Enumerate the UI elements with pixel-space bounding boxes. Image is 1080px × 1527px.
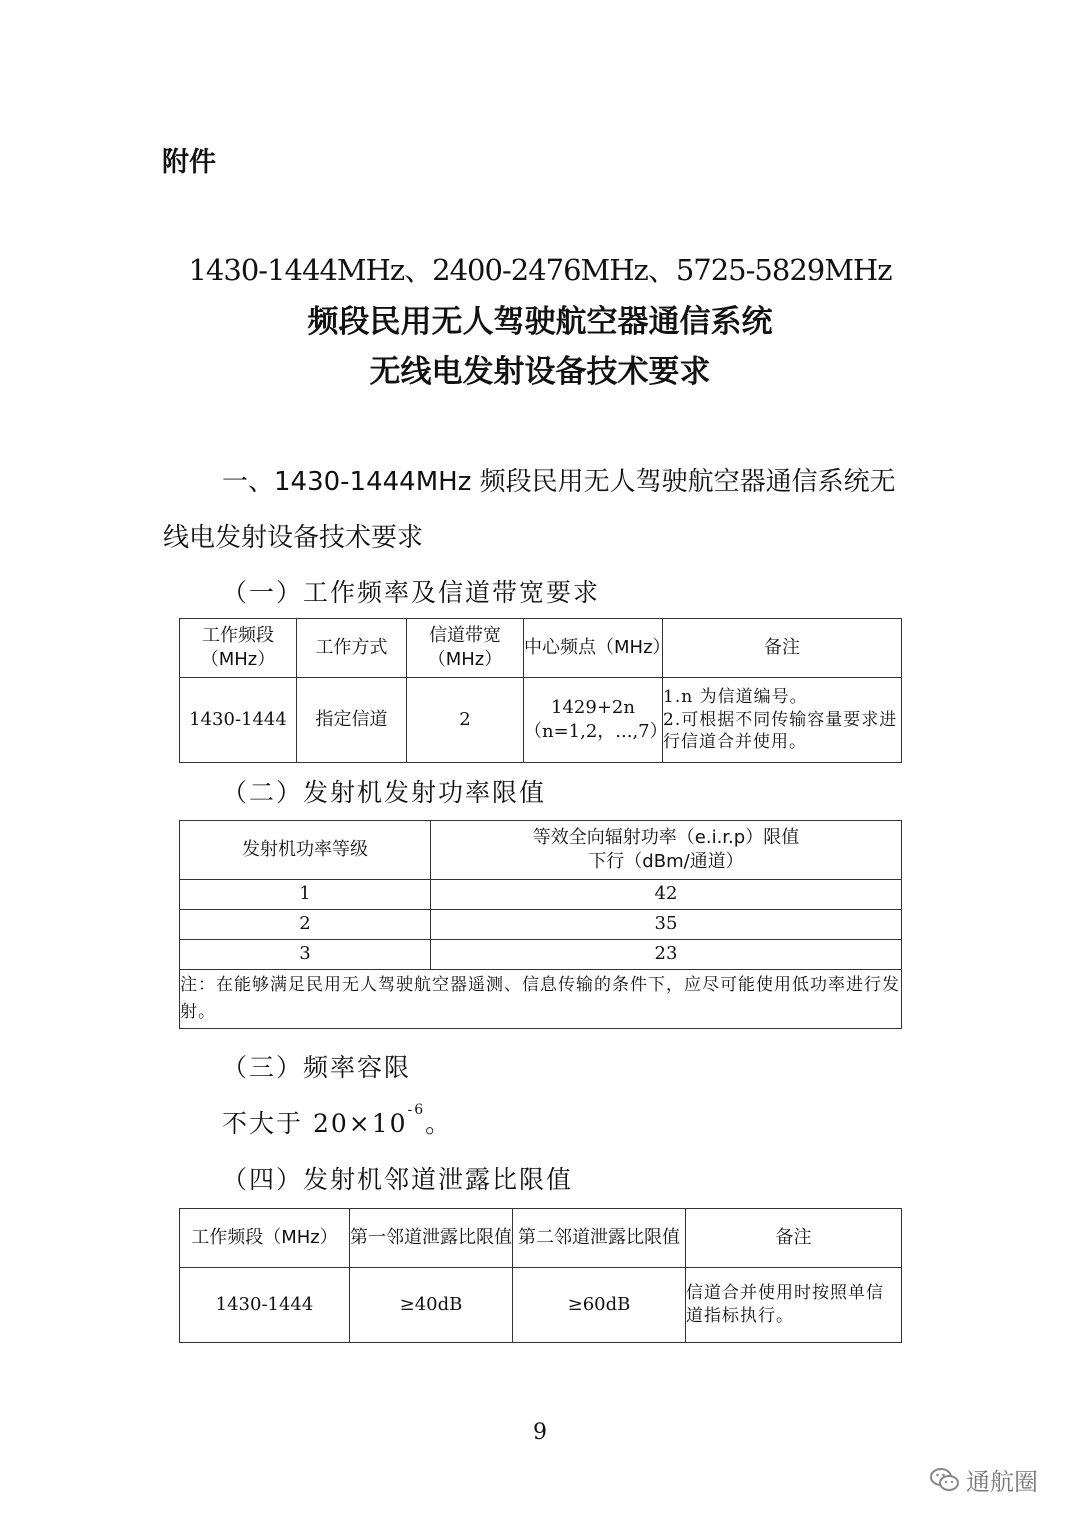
header-eirp-line2: 下行（dBm/通道） — [588, 851, 744, 872]
header-mode: 工作方式 — [297, 619, 407, 678]
center-formula: 1429+2n — [551, 696, 635, 718]
cell-mode: 指定信道 — [297, 678, 407, 763]
wechat-icon — [930, 1467, 960, 1493]
sub3-heading: （三）频率容限 — [222, 1053, 412, 1082]
sub4-heading: （四）发射机邻道泄露比限值 — [222, 1165, 574, 1194]
watermark-text: 通航圈 — [966, 1468, 1038, 1496]
cell-center — [524, 678, 668, 763]
sub1-heading: （一）工作频率及信道带宽要求 — [222, 578, 601, 607]
tolerance-main: 不大于 20×10 — [222, 1109, 408, 1138]
title-line3: 无线电发射设备技术要求 — [369, 354, 711, 390]
page-number: 9 — [533, 1420, 547, 1445]
title-frequencies: 1430-1444MHz、2400-2476MHz、5725-5829MHz — [188, 253, 892, 287]
cell-value: 35 — [431, 910, 902, 940]
table-header-row — [180, 619, 902, 678]
header-eirp — [431, 821, 902, 880]
header-eirp-line1: 等效全向辐射功率（e.i.r.p）限值 — [532, 826, 800, 848]
power-table-note: 注：在能够满足民用无人驾驶航空器遥测、信息传输的条件下，应尽可能使用低功率进行发射。 — [180, 970, 902, 1029]
cell-note: 信道合并使用时按照单信道指标执行。 — [686, 1268, 902, 1343]
note-line2: 2.可根据不同传输容量要求进行信道合并使用。 — [663, 709, 898, 753]
header-note: 备注 — [686, 1209, 902, 1268]
header-center: 中心频点（MHz） — [524, 619, 663, 678]
header-second-adjacent: 第二邻道泄露比限值 — [513, 1209, 686, 1268]
table-row — [180, 880, 902, 910]
cell-second-adjacent: ≥60dB — [513, 1268, 686, 1343]
cell-value: 42 — [431, 880, 902, 910]
table-row — [180, 910, 902, 940]
adjacent-channel-table — [179, 1208, 902, 1343]
tolerance-end: 。 — [425, 1109, 453, 1138]
cell-first-adjacent: ≥40dB — [350, 1268, 513, 1343]
center-range: （n=1,2，...,7） — [524, 721, 668, 742]
header-first-adjacent: 第一邻道泄露比限值 — [350, 1209, 513, 1268]
cell-band: 1430-1444 — [180, 1268, 350, 1343]
header-bandwidth: 信道带宽（MHz） — [407, 619, 524, 678]
section1-heading-cont: 线电发射设备技术要求 — [163, 523, 424, 553]
power-limit-table — [179, 820, 902, 1029]
cell-band: 1430-1444 — [180, 678, 297, 763]
cell-value: 23 — [431, 940, 902, 970]
header-band: 工作频段（MHz） — [180, 1209, 350, 1268]
attachment-label: 附件 — [162, 147, 216, 178]
header-note: 备注 — [663, 619, 902, 678]
table-row — [180, 940, 902, 970]
cell-level: 3 — [180, 940, 431, 970]
tolerance-exponent: -6 — [407, 1102, 426, 1118]
cell-level: 2 — [180, 910, 431, 940]
frequency-bandwidth-table — [179, 618, 902, 763]
table-row — [180, 678, 902, 763]
table-note-row — [180, 970, 902, 1029]
table-header-row — [180, 821, 902, 880]
cell-note — [663, 678, 902, 763]
table-header-row — [180, 1209, 902, 1268]
sub2-heading: （二）发射机发射功率限值 — [222, 778, 547, 807]
cell-level: 1 — [180, 880, 431, 910]
note-line1: 1.n 为信道编号。 — [663, 686, 808, 707]
header-band: 工作频段（MHz） — [180, 619, 297, 678]
header-power-level: 发射机功率等级 — [180, 821, 431, 880]
cell-bandwidth: 2 — [407, 678, 524, 763]
frequency-tolerance-text — [222, 1104, 452, 1140]
watermark — [930, 1462, 1038, 1497]
section1-heading: 一、1430-1444MHz 频段民用无人驾驶航空器通信系统无 — [222, 467, 896, 497]
table-row — [180, 1268, 902, 1343]
title-line2: 频段民用无人驾驶航空器通信系统 — [307, 304, 773, 340]
